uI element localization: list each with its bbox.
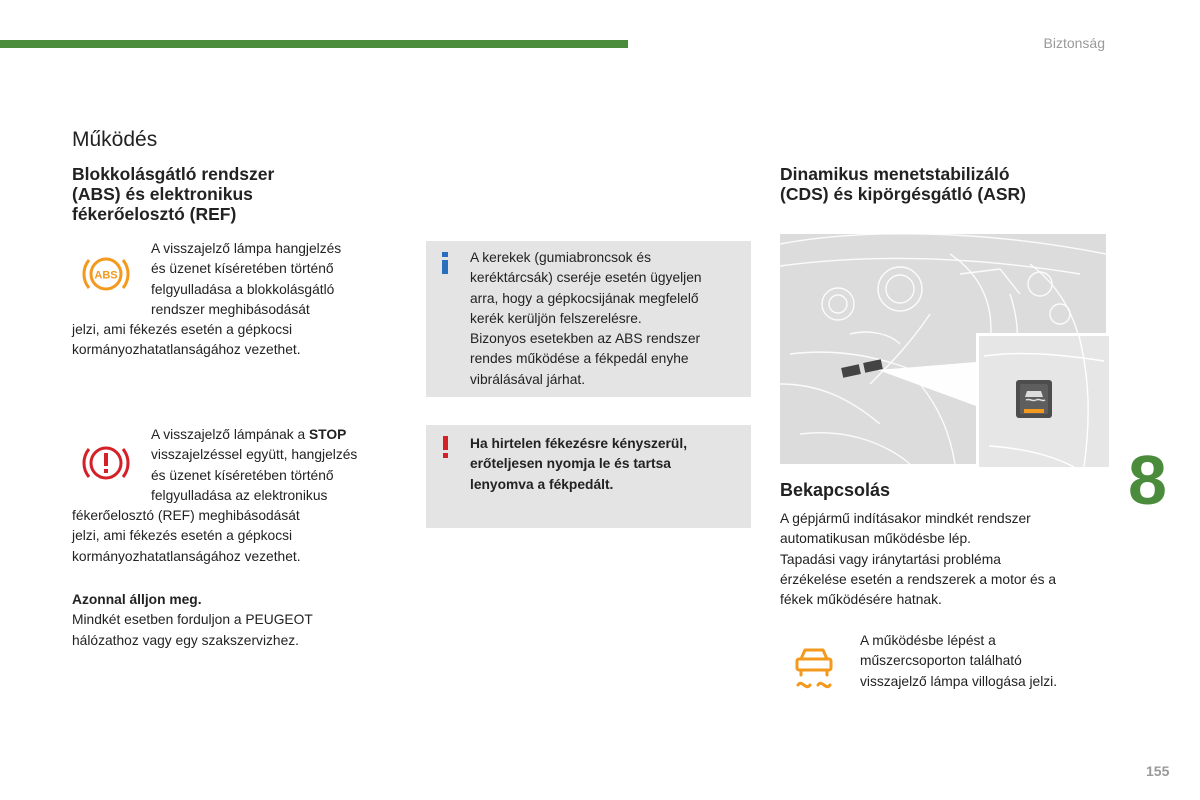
section-name: Biztonság — [1043, 35, 1105, 51]
stop-now-note: Azonnal álljon meg. Mindkét esetben forduljon a PEUGEOT hálózathoz vagy egy szakszervizhez. — [72, 592, 313, 648]
abs-description-full: jelzi, ami fékezés esetén a gépkocsi kormányozhatatlanságához vezethet. — [72, 322, 301, 358]
abs-description-indented: A visszajelző lámpa hangjelzés és üzenet kíséretében történő felgyulladása a blokkolásgátló rendszer meghibásodását — [151, 241, 342, 317]
activation-heading: Bekapcsolás — [780, 480, 891, 500]
indicator-text: A működésbe lépést a műszercsoporton található visszajelző lámpa villogása jelzi. — [860, 633, 1058, 689]
stop-description-indented: A visszajelző lámpának a STOP visszajelzéssel együtt, hangjelzés és üzenet kíséretében történő felgyulladása az elektronikus — [151, 427, 358, 503]
esp-skid-icon — [792, 645, 836, 693]
cds-asr-subheading: Dinamikus menetstabilizáló (CDS) és kipörgésgátló (ASR) — [780, 164, 1026, 204]
abs-warning-icon — [82, 254, 130, 294]
header-green-bar — [0, 40, 628, 48]
chapter-number: 8 — [1128, 441, 1167, 519]
esp-button-closeup — [976, 333, 1109, 467]
activation-text: A gépjármű indításakor mindkét rendszer automatikusan működésbe lép. Tapadási vagy iránytartási probléma érzékelése esetén a rendszerek a motor és a fékek működésére hatnak. — [780, 511, 1057, 608]
brake-warning-icon — [80, 443, 132, 483]
exclamation-icon — [440, 436, 452, 460]
warning-text: Ha hirtelen fékezésre kényszerül, erőteljesen nyomja le és tartsa lenyomva a fékpedált. — [470, 436, 688, 492]
abs-subheading: Blokkolásgátló rendszer (ABS) és elektronikus fékerőelosztó (REF) — [72, 164, 275, 224]
abs-icon-label: ABS — [94, 269, 118, 282]
page-number: 155 — [1146, 763, 1170, 779]
info-icon — [438, 252, 454, 276]
page-heading: Működés — [72, 128, 158, 151]
stop-description-full: fékerőelosztó (REF) meghibásodását jelzi, ami fékezés esetén a gépkocsi kormányozhatatlanságához vezethet. — [72, 508, 301, 564]
info-text: A kerekek (gumiabroncsok és keréktárcsák) cseréje esetén ügyeljen arra, hogy a gépkocsijának megfelelő kerék kerüljön felszerelésre. Bizonyos esetekben az ABS rendszer rendes működése a fékpedál enyhe vibrálásával járhat. — [470, 250, 702, 387]
stop-keyword: STOP — [308, 427, 347, 442]
